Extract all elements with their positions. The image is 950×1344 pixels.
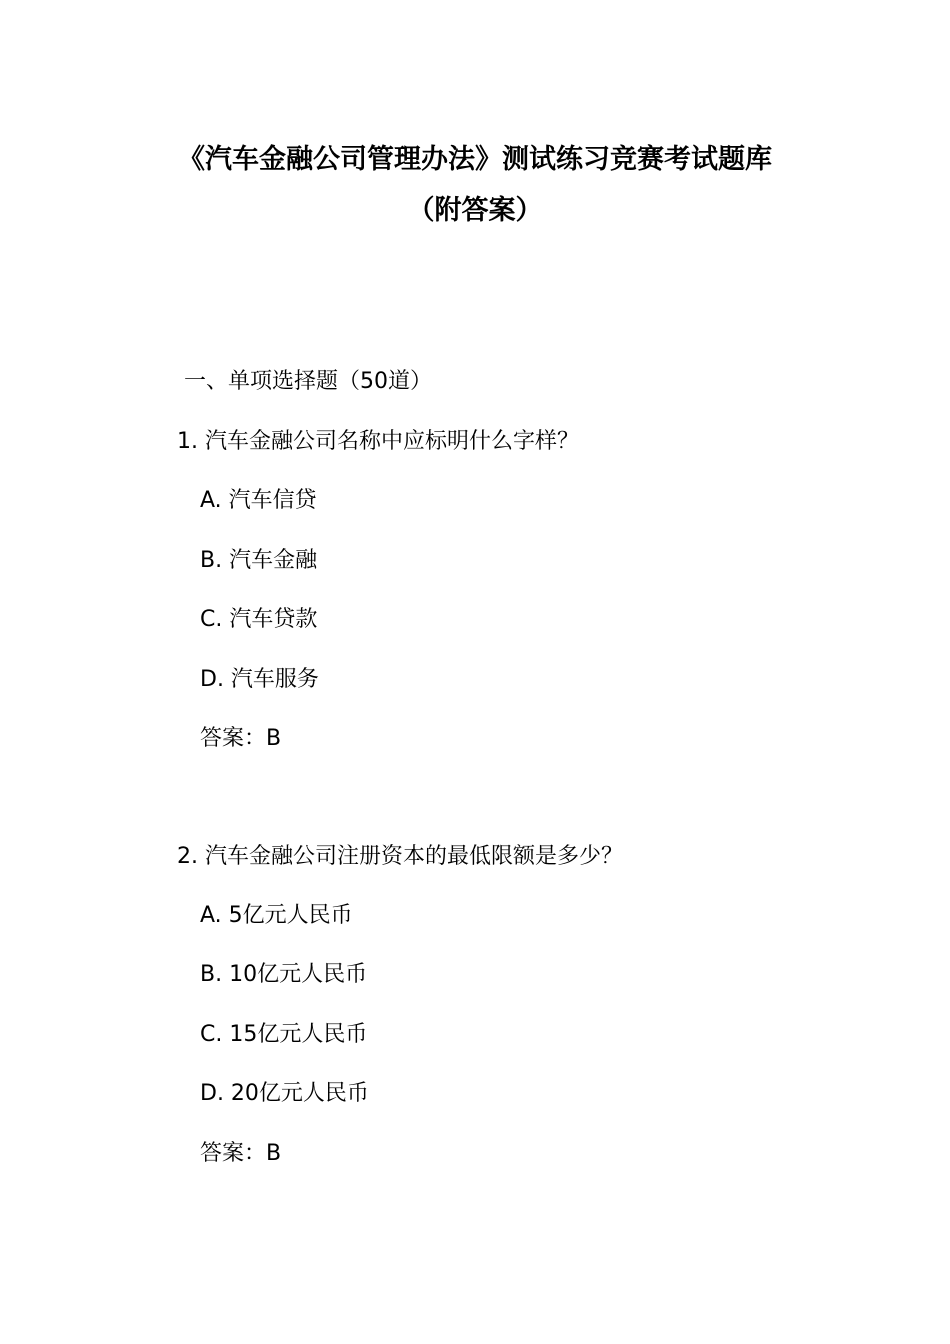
question-1-option-a: A. 汽车信贷 <box>200 488 317 513</box>
document-subtitle: （附答案） <box>407 195 543 226</box>
section-heading: 一、单项选择题（50道） <box>184 369 432 394</box>
question-1-option-d: D. 汽车服务 <box>200 667 319 692</box>
question-1: 1. 汽车金融公司名称中应标明什么字样？ <box>177 429 579 454</box>
question-2-option-d: D. 20亿元人民币 <box>200 1081 369 1106</box>
question-2-option-a: A. 5亿元人民币 <box>200 903 353 928</box>
question-2-option-c: C. 15亿元人民币 <box>200 1022 368 1047</box>
question-2-option-b: B. 10亿元人民币 <box>200 962 368 987</box>
question-1-option-c: C. 汽车贷款 <box>200 607 318 632</box>
document-title: 《汽车金融公司管理办法》测试练习竞赛考试题库 <box>178 144 772 175</box>
question-2: 2. 汽车金融公司注册资本的最低限额是多少？ <box>177 844 623 869</box>
question-1-option-b: B. 汽车金融 <box>200 548 318 573</box>
question-2-answer: 答案：B <box>200 1141 282 1166</box>
question-1-answer: 答案：B <box>200 726 282 751</box>
